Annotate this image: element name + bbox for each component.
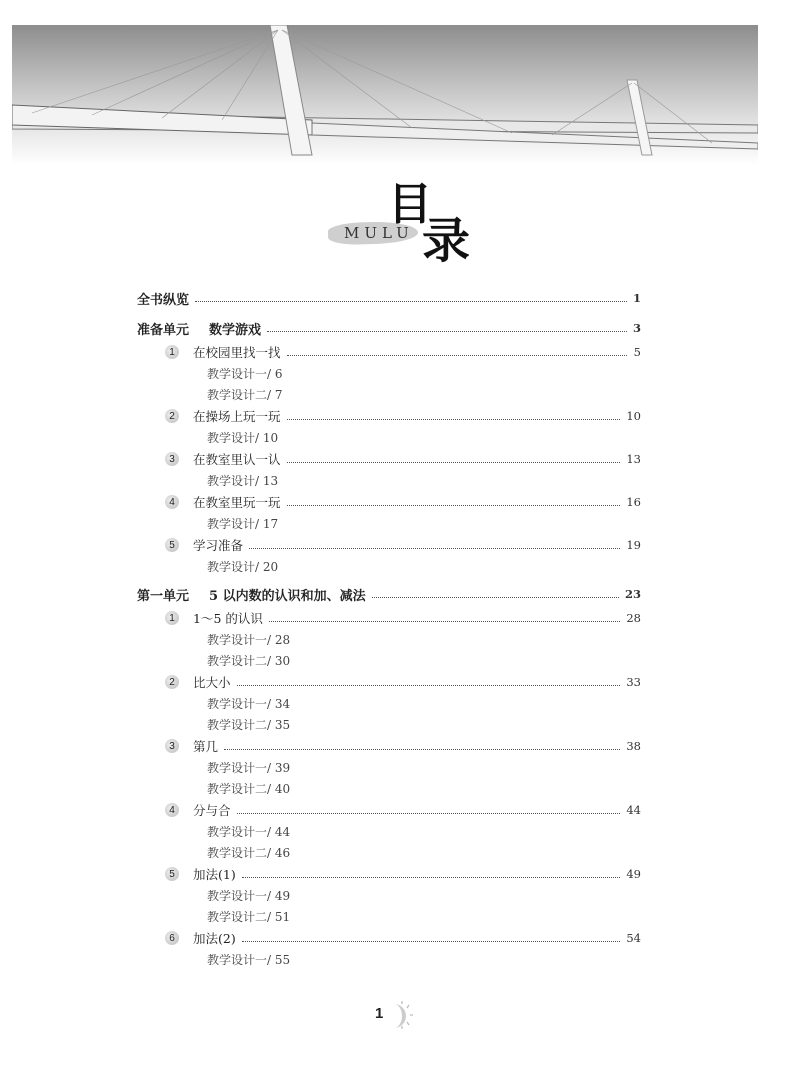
dot-leader	[269, 621, 620, 622]
toc-entry-title: 教学设计一/ 55	[207, 953, 291, 967]
table-of-contents	[137, 285, 641, 970]
toc-title	[322, 160, 482, 269]
item-number-badge: 5	[165, 538, 179, 552]
title-pinyin: MULU	[344, 224, 414, 242]
toc-item-row[interactable]	[137, 799, 641, 821]
toc-sub-row[interactable]	[137, 949, 641, 970]
toc-item-row[interactable]	[137, 491, 641, 513]
dot-leader	[267, 331, 627, 332]
toc-page-number: 38	[626, 739, 641, 753]
item-number-badge: 4	[165, 495, 179, 509]
toc-page-number: 5	[633, 345, 641, 359]
title-char-1: 目	[388, 179, 432, 230]
dot-leader	[242, 941, 621, 942]
dot-leader	[237, 813, 621, 814]
toc-sub-row[interactable]	[137, 470, 641, 491]
toc-entry-title: 加法(2)	[193, 931, 236, 946]
item-number-badge: 3	[165, 739, 179, 753]
item-number-badge: 2	[165, 409, 179, 423]
item-number-badge: 5	[165, 867, 179, 881]
toc-sub-row[interactable]	[137, 714, 641, 735]
toc-page-number: 10	[626, 409, 641, 423]
toc-entry-title: 教学设计/ 17	[207, 517, 279, 531]
toc-unit-row[interactable]	[137, 285, 641, 311]
toc-item-row[interactable]	[137, 341, 641, 363]
toc-entry-title: 教学设计二/ 7	[207, 388, 283, 402]
toc-sub-row[interactable]	[137, 556, 641, 577]
toc-entry-title: 在教室里玩一玩	[193, 495, 281, 510]
toc-entry-subtitle: 数学游戏	[209, 322, 262, 338]
toc-entry-title: 第一单元	[137, 588, 190, 604]
item-number-badge: 1	[165, 611, 179, 625]
toc-item-row[interactable]	[137, 735, 641, 757]
toc-item-row[interactable]	[137, 671, 641, 693]
page-number: 1	[375, 1005, 384, 1022]
toc-page-number: 54	[626, 931, 641, 945]
toc-sub-row[interactable]	[137, 384, 641, 405]
dot-leader	[249, 548, 620, 549]
toc-entry-title: 第几	[193, 739, 219, 754]
toc-entry-title: 教学设计一/ 44	[207, 825, 291, 839]
dot-leader	[287, 462, 621, 463]
toc-page-number: 28	[626, 611, 641, 625]
toc-entry-title: 加法(1)	[193, 867, 236, 882]
toc-item-row[interactable]	[137, 863, 641, 885]
item-number-badge: 2	[165, 675, 179, 689]
toc-page-number: 3	[632, 321, 641, 335]
toc-entry-title: 教学设计/ 10	[207, 431, 279, 445]
toc-entry-title: 1～5 的认识	[193, 611, 263, 626]
toc-entry-title: 比大小	[193, 675, 231, 690]
toc-unit-row[interactable]	[137, 315, 641, 341]
toc-page-number: 33	[626, 675, 641, 689]
toc-sub-row[interactable]	[137, 427, 641, 448]
toc-unit-row[interactable]	[137, 581, 641, 607]
toc-entry-title: 教学设计一/ 28	[207, 633, 291, 647]
toc-page-number: 19	[626, 538, 641, 552]
toc-sub-row[interactable]	[137, 842, 641, 863]
toc-item-row[interactable]	[137, 448, 641, 470]
toc-page-number: 13	[626, 452, 641, 466]
toc-entry-title: 分与合	[193, 803, 231, 818]
toc-entry-title: 学习准备	[193, 538, 244, 553]
item-number-badge: 1	[165, 345, 179, 359]
toc-entry-title: 教学设计二/ 51	[207, 910, 291, 924]
dot-leader	[372, 597, 619, 598]
toc-item-row[interactable]	[137, 607, 641, 629]
dot-leader	[287, 355, 627, 356]
toc-entry-title: 教学设计二/ 35	[207, 718, 291, 732]
toc-entry-title: 在教室里认一认	[193, 452, 281, 467]
toc-page-number: 49	[626, 867, 641, 881]
dot-leader	[224, 749, 620, 750]
header-bridge-image	[12, 25, 758, 165]
toc-entry-title: 教学设计二/ 40	[207, 782, 291, 796]
page-footer	[372, 1000, 422, 1030]
item-number-badge: 4	[165, 803, 179, 817]
toc-entry-title: 全书纵览	[137, 292, 190, 308]
toc-entry-subtitle: 5 以内数的认识和加、减法	[209, 588, 366, 604]
toc-entry-title: 教学设计一/ 6	[207, 367, 283, 381]
toc-sub-row[interactable]	[137, 513, 641, 534]
toc-sub-row[interactable]	[137, 629, 641, 650]
toc-entry-title: 准备单元	[137, 322, 190, 338]
toc-sub-row[interactable]	[137, 778, 641, 799]
toc-entry-title: 教学设计一/ 34	[207, 697, 291, 711]
toc-entry-title: 在操场上玩一玩	[193, 409, 281, 424]
toc-page-number: 23	[624, 587, 641, 601]
dot-leader	[287, 505, 621, 506]
dot-leader	[287, 419, 621, 420]
toc-sub-row[interactable]	[137, 885, 641, 906]
toc-item-row[interactable]	[137, 405, 641, 427]
toc-page-number: 44	[626, 803, 641, 817]
toc-entry-title: 教学设计一/ 49	[207, 889, 291, 903]
toc-page-number: 1	[632, 291, 641, 305]
item-number-badge: 6	[165, 931, 179, 945]
toc-sub-row[interactable]	[137, 757, 641, 778]
toc-page-number: 16	[626, 495, 641, 509]
item-number-badge: 3	[165, 452, 179, 466]
toc-entry-title: 教学设计二/ 30	[207, 654, 291, 668]
toc-entry-title: 教学设计一/ 39	[207, 761, 291, 775]
toc-sub-row[interactable]	[137, 693, 641, 714]
toc-sub-row[interactable]	[137, 906, 641, 927]
toc-sub-row[interactable]	[137, 650, 641, 671]
dot-leader	[242, 877, 621, 878]
toc-sub-row[interactable]	[137, 821, 641, 842]
toc-item-row[interactable]	[137, 927, 641, 949]
toc-entry-title: 教学设计二/ 46	[207, 846, 291, 860]
toc-sub-row[interactable]	[137, 363, 641, 384]
toc-entry-title: 在校园里找一找	[193, 345, 281, 360]
title-char-2: 录	[422, 213, 471, 269]
toc-entry-title: 教学设计/ 20	[207, 560, 279, 574]
dot-leader	[237, 685, 621, 686]
toc-item-row[interactable]	[137, 534, 641, 556]
toc-entry-title: 教学设计/ 13	[207, 474, 279, 488]
dot-leader	[195, 301, 627, 302]
moon-sun-icon	[372, 1000, 422, 1030]
